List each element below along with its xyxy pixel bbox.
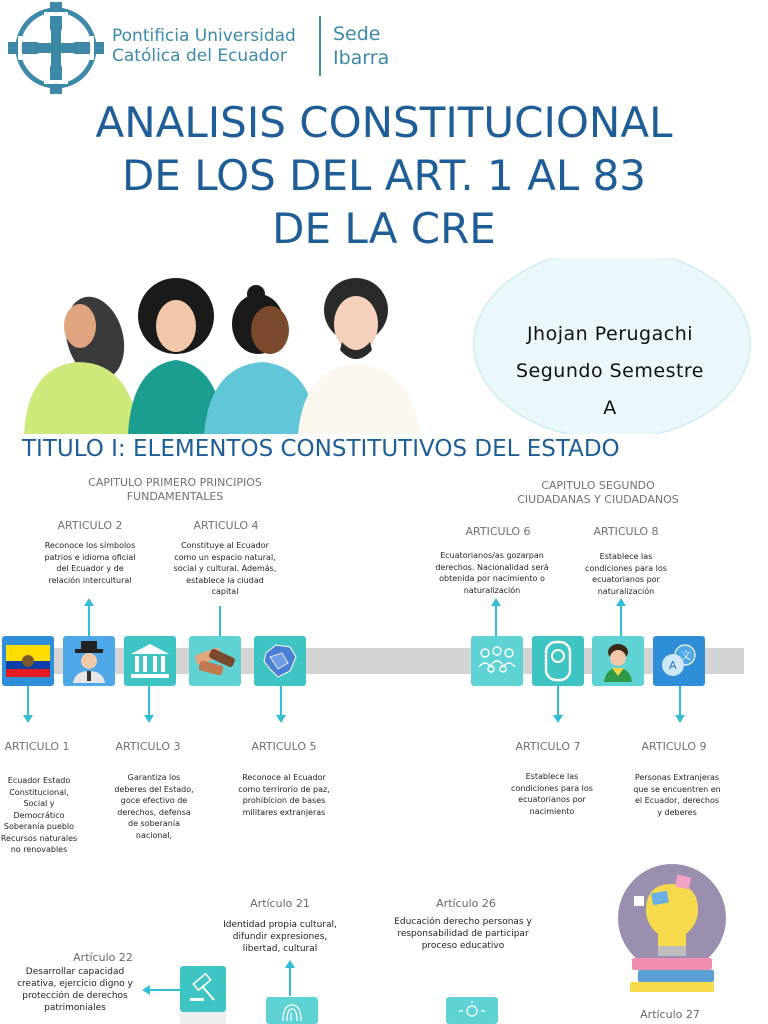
sede-line1: Sede xyxy=(333,23,381,45)
gavel-icon xyxy=(180,966,226,1012)
connector-article-8 xyxy=(620,604,622,636)
titulo-heading: TITULO I: ELEMENTOS CONSTITUTIVOS DEL ESTADO xyxy=(22,436,620,462)
article-22-desc: Desarrollar capacidad creativa, ejercicio digno y protección de derechos patrimoniales xyxy=(17,967,133,1013)
person-hat-icon xyxy=(63,636,115,686)
article-6-label: ARTICULO 6 xyxy=(465,525,531,538)
handshake-icon xyxy=(189,636,241,686)
article-9-label: ARTICULO 9 xyxy=(641,740,707,753)
language-translate-icon xyxy=(653,636,705,686)
title-line1: ANALISIS CONSTITUCIONAL xyxy=(95,98,673,147)
article-26-desc: Educación derecho personas y responsabilidad de participar proceso educativo xyxy=(394,917,532,951)
article-21-desc: Identidad propia cultural, difundir expresiones, libertad, cultural xyxy=(223,920,337,954)
arrow-up-icon xyxy=(491,598,501,606)
article-4-label: ARTICULO 4 xyxy=(193,519,259,532)
header-divider xyxy=(319,16,321,76)
connector-article-21 xyxy=(289,966,291,996)
title-line3: DE LA CRE xyxy=(272,204,496,253)
child-portrait-icon xyxy=(592,636,644,686)
connector-article-7 xyxy=(557,686,559,716)
article-4-desc: Constituye al Ecuador como un espacio natural, social y cultural. Además, establece la ciudad capital xyxy=(173,541,277,596)
university-logo xyxy=(8,2,104,94)
article-3-label: ARTICULO 3 xyxy=(115,740,181,753)
article-1-desc: Ecuador Estado Constitucional, Social y Democrático Soberanía pueblo Recursos naturales no renovables xyxy=(0,776,78,854)
article-22-label: Artículo 22 xyxy=(73,951,133,964)
article-1-label: ARTICULO 1 xyxy=(4,740,70,753)
author-semester: Segundo Semestre xyxy=(516,360,704,382)
author-section: A xyxy=(603,397,617,419)
article-2-label: ARTICULO 2 xyxy=(57,519,123,532)
arrow-up-icon xyxy=(616,598,626,606)
connector-article-4 xyxy=(219,606,221,636)
chapter-second-line1: CAPITULO SEGUNDO xyxy=(541,479,655,492)
baby-icon xyxy=(532,636,584,686)
education-icon xyxy=(446,997,498,1024)
fingerprint-icon xyxy=(266,997,318,1024)
connector-article-1 xyxy=(27,686,29,716)
connector-article-2 xyxy=(88,604,90,636)
lightbulb-books-icon xyxy=(612,862,732,994)
connector-article-6 xyxy=(495,604,497,636)
university-cross-logo xyxy=(8,2,104,94)
timeline-bar-lower xyxy=(180,1012,226,1024)
article-6-desc: Ecuatorianos/as gozarpan derechos. Nacionalidad será obtenida por nacimiento o naturalización xyxy=(435,551,549,595)
article-2-desc: Reconoce los símbolos patrios e idioma oficial del Ecuador y de relación intercultural xyxy=(44,541,136,585)
article-9-desc: Personas Extranjeras que se encuentren en el Ecuador, derechos y deberes xyxy=(633,773,721,817)
article-21-label: Artículo 21 xyxy=(250,897,310,910)
university-name-line1: Pontificia Universidad xyxy=(112,26,296,46)
university-name-line2: Católica del Ecuador xyxy=(112,46,287,66)
connector-article-3 xyxy=(148,686,150,716)
ecuador-map-icon xyxy=(254,636,306,686)
government-building-icon xyxy=(124,636,176,686)
article-8-label: ARTICULO 8 xyxy=(593,525,659,538)
article-26-label: Artículo 26 xyxy=(436,897,496,910)
sede-line2: Ibarra xyxy=(333,47,390,69)
arrow-down-icon xyxy=(553,715,563,723)
connector-article-5 xyxy=(280,686,282,716)
chapter-second-line2: CIUDADANAS Y CIUDADANOS xyxy=(517,493,679,506)
author-name: Jhojan Perugachi xyxy=(526,323,694,345)
arrow-down-icon xyxy=(144,715,154,723)
arrow-down-icon xyxy=(675,715,685,723)
article-5-label: ARTICULO 5 xyxy=(251,740,317,753)
article-5-desc: Reconoce al Ecuador como terrirorio de paz, prohibicion de bases militares extranjeras xyxy=(238,773,330,817)
connector-article-22 xyxy=(148,989,180,991)
svg-text:A: A xyxy=(669,659,677,672)
chapter-first: CAPITULO PRIMERO PRINCIPIOS FUNDAMENTALES xyxy=(88,476,262,503)
title-line2: DE LOS DEL ART. 1 AL 83 xyxy=(121,151,647,200)
arrow-down-icon xyxy=(23,715,33,723)
article-27-label: Artículo 27 xyxy=(640,1008,700,1021)
arrow-down-icon xyxy=(276,715,286,723)
svg-text:文: 文 xyxy=(681,651,691,662)
arrow-up-icon xyxy=(84,598,94,606)
arrow-up-icon xyxy=(285,960,295,968)
ecuador-flag-icon xyxy=(2,636,54,686)
crowd-icon xyxy=(471,636,523,686)
article-7-label: ARTICULO 7 xyxy=(515,740,581,753)
article-8-desc: Establece las condiciones para los ecuatorianos por naturalización xyxy=(585,552,667,596)
article-3-desc: Garantiza los deberes del Estado, goce efectivo de derechos, defensa de soberanía nacional, xyxy=(114,773,194,840)
connector-article-9 xyxy=(679,686,681,716)
article-7-desc: Establece las condiciones para los ecuatorianos por nacimiento xyxy=(511,772,593,816)
